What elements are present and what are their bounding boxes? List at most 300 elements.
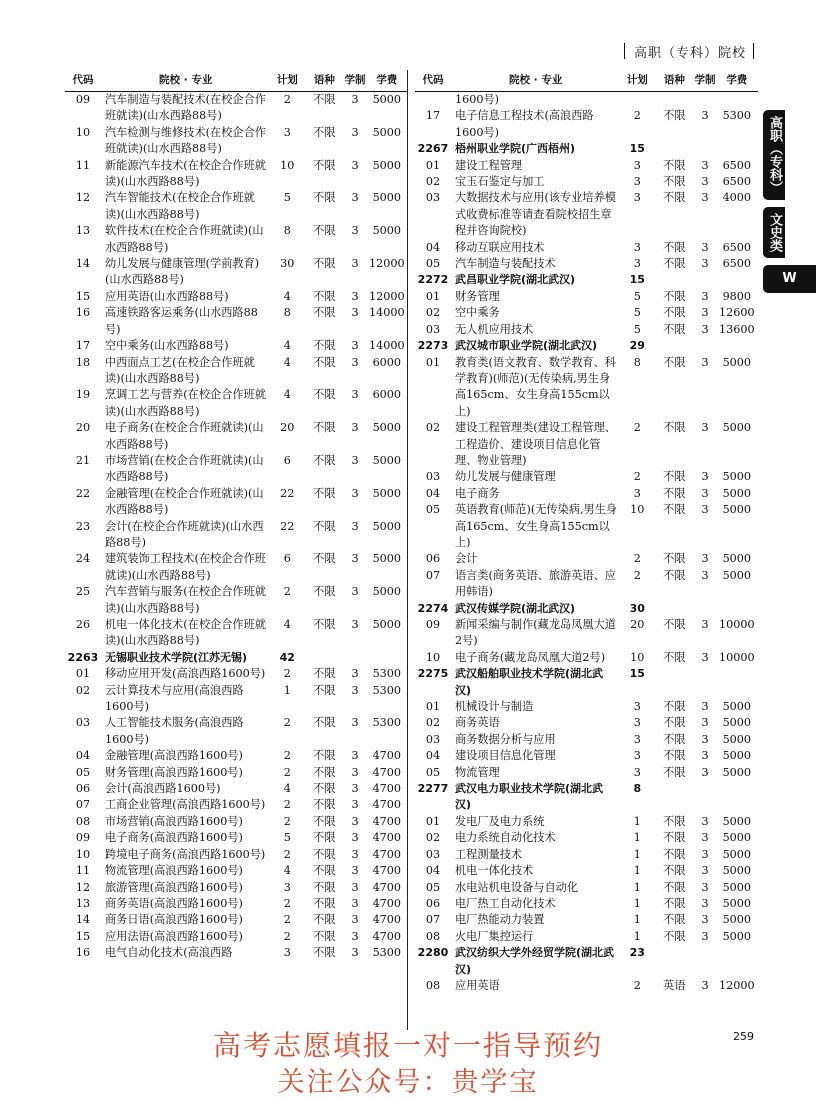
row-lang: 不限 bbox=[313, 388, 336, 402]
row-lang: 不限 bbox=[313, 191, 336, 205]
row-code: 01 bbox=[75, 667, 91, 681]
column-divider bbox=[407, 70, 408, 1030]
row-years: 3 bbox=[701, 289, 709, 303]
row-plan: 22 bbox=[280, 486, 295, 500]
row-fee bbox=[716, 338, 758, 354]
row-lang: 不限 bbox=[313, 847, 336, 861]
col-header-years: 学制 bbox=[694, 70, 715, 92]
row-fee: 5300 bbox=[372, 683, 402, 697]
row-plan: 3 bbox=[633, 716, 641, 730]
row-years bbox=[694, 945, 715, 978]
row-code: 12 bbox=[75, 191, 91, 205]
row-lang: 不限 bbox=[313, 355, 336, 369]
row-name: 工商企业管理(高浪西路1600号) bbox=[104, 798, 266, 812]
row-plan: 2 bbox=[283, 749, 291, 763]
row-lang: 不限 bbox=[313, 125, 336, 139]
row-plan: 2 bbox=[283, 929, 291, 943]
row-years: 3 bbox=[701, 355, 709, 369]
row-plan: 20 bbox=[280, 421, 295, 435]
row-years: 3 bbox=[351, 93, 359, 106]
row-plan: 3 bbox=[283, 946, 291, 960]
row-fee: 4700 bbox=[372, 864, 402, 878]
program-row bbox=[415, 896, 758, 912]
row-fee: 6500 bbox=[722, 175, 752, 189]
row-lang: 不限 bbox=[313, 716, 336, 730]
side-tab-level: 高职（专科） bbox=[763, 110, 785, 200]
row-code: 08 bbox=[75, 814, 91, 828]
row-name: 水电站机电设备与自动化 bbox=[454, 880, 579, 894]
row-lang: 不限 bbox=[313, 289, 336, 303]
row-fee: 5000 bbox=[722, 716, 752, 730]
row-name: 幼儿发展与健康管理 bbox=[454, 470, 556, 484]
row-lang: 不限 bbox=[663, 240, 686, 254]
row-years: 3 bbox=[701, 880, 709, 894]
row-years: 3 bbox=[351, 486, 359, 500]
row-plan: 5 bbox=[633, 289, 641, 303]
row-name: 应用英语 bbox=[454, 978, 500, 992]
row-code: 07 bbox=[75, 798, 91, 812]
row-lang bbox=[654, 272, 694, 288]
row-lang: 不限 bbox=[313, 913, 336, 927]
row-years: 3 bbox=[351, 618, 359, 631]
row-fee bbox=[716, 141, 758, 157]
row-name: 市场营销(高浪西路1600号) bbox=[104, 814, 243, 828]
program-row bbox=[65, 190, 408, 223]
row-code: 05 bbox=[425, 503, 441, 517]
row-code: 26 bbox=[75, 618, 91, 631]
row-lang: 不限 bbox=[663, 552, 686, 566]
row-code: 18 bbox=[75, 355, 91, 369]
school-row bbox=[415, 601, 758, 617]
row-lang: 不限 bbox=[313, 929, 336, 943]
row-years: 3 bbox=[351, 667, 359, 681]
program-row bbox=[415, 863, 758, 879]
row-fee: 4700 bbox=[372, 929, 402, 943]
row-plan: 15 bbox=[629, 273, 645, 287]
row-fee: 5000 bbox=[372, 224, 402, 238]
row-fee: 4700 bbox=[372, 896, 402, 910]
row-lang: 不限 bbox=[313, 224, 336, 238]
row-plan: 1 bbox=[633, 831, 641, 845]
row-fee: 10000 bbox=[719, 618, 755, 631]
row-years: 3 bbox=[351, 519, 359, 533]
row-code: 23 bbox=[75, 519, 91, 533]
row-lang: 不限 bbox=[663, 470, 686, 484]
row-years: 3 bbox=[701, 749, 709, 763]
row-years: 3 bbox=[701, 421, 709, 435]
program-row bbox=[65, 912, 408, 928]
row-lang: 不限 bbox=[663, 355, 686, 369]
row-plan: 3 bbox=[633, 700, 641, 714]
row-fee: 5000 bbox=[722, 880, 752, 894]
row-plan: 2 bbox=[633, 568, 641, 582]
program-row bbox=[65, 92, 408, 125]
table-body-left bbox=[65, 92, 408, 962]
row-plan: 1 bbox=[633, 929, 641, 943]
row-plan: 3 bbox=[633, 749, 641, 763]
program-row bbox=[415, 420, 758, 469]
program-row bbox=[65, 338, 408, 354]
row-code: 01 bbox=[425, 700, 441, 714]
row-code: 13 bbox=[75, 896, 91, 910]
row-name: 会计 bbox=[454, 552, 478, 566]
row-code: 2275 bbox=[417, 667, 449, 681]
row-name: 旅游管理(高浪西路1600号) bbox=[104, 880, 243, 894]
row-fee bbox=[716, 272, 758, 288]
row-fee: 5000 bbox=[372, 453, 402, 467]
row-lang: 不限 bbox=[663, 486, 686, 500]
program-row bbox=[415, 551, 758, 567]
row-fee: 4700 bbox=[372, 765, 402, 779]
program-row bbox=[415, 568, 758, 601]
row-lang: 不限 bbox=[663, 421, 686, 435]
side-tabs bbox=[763, 110, 816, 300]
row-fee: 4700 bbox=[372, 798, 402, 812]
row-code: 06 bbox=[75, 782, 91, 796]
row-lang: 不限 bbox=[663, 847, 686, 861]
row-code: 22 bbox=[75, 486, 91, 500]
program-row bbox=[415, 190, 758, 239]
row-fee: 5000 bbox=[722, 929, 752, 943]
row-plan: 2 bbox=[283, 716, 291, 730]
row-name: 武昌职业学院(湖北武汉) bbox=[454, 273, 576, 287]
row-fee: 5300 bbox=[372, 946, 402, 960]
row-plan: 10 bbox=[630, 503, 645, 517]
row-years: 3 bbox=[701, 109, 709, 123]
row-plan: 30 bbox=[629, 601, 645, 615]
program-row bbox=[65, 305, 408, 338]
row-plan: 3 bbox=[283, 125, 291, 139]
row-fee: 4700 bbox=[372, 749, 402, 763]
row-plan: 1 bbox=[283, 683, 291, 697]
row-years: 3 bbox=[351, 782, 359, 796]
program-row bbox=[65, 896, 408, 912]
row-name: 汽车智能技术(在校企合作班就读)(山水西路88号) bbox=[104, 191, 255, 221]
row-lang bbox=[654, 945, 694, 978]
row-years: 3 bbox=[351, 257, 359, 271]
row-years: 3 bbox=[351, 453, 359, 467]
school-row bbox=[415, 781, 758, 814]
row-plan: 2 bbox=[283, 814, 291, 828]
row-name: 财务管理 bbox=[454, 289, 500, 303]
row-years: 3 bbox=[701, 240, 709, 254]
program-table-right bbox=[415, 70, 758, 994]
program-row bbox=[415, 174, 758, 190]
program-row bbox=[65, 420, 408, 453]
row-fee: 6000 bbox=[372, 388, 402, 402]
row-name: 电厂热能动力装置 bbox=[454, 913, 545, 927]
col-header-lang: 语种 bbox=[304, 70, 344, 92]
row-code: 11 bbox=[75, 864, 91, 878]
row-plan: 10 bbox=[280, 158, 295, 172]
row-years: 3 bbox=[351, 125, 359, 139]
row-code: 08 bbox=[425, 929, 441, 943]
program-row bbox=[65, 715, 408, 748]
program-row bbox=[415, 469, 758, 485]
row-name: 会计(在校企合作班就读)(山水西路88号) bbox=[104, 519, 264, 549]
row-fee: 5000 bbox=[722, 486, 752, 500]
row-lang: 不限 bbox=[663, 831, 686, 845]
program-row bbox=[65, 945, 408, 961]
row-plan: 8 bbox=[283, 306, 291, 320]
row-plan: 29 bbox=[629, 339, 645, 353]
row-plan: 6 bbox=[283, 552, 291, 566]
row-fee: 5300 bbox=[722, 109, 752, 123]
row-years: 3 bbox=[701, 470, 709, 484]
row-plan: 2 bbox=[633, 109, 641, 123]
row-code: 06 bbox=[425, 552, 441, 566]
row-lang bbox=[304, 650, 344, 666]
row-plan: 2 bbox=[283, 667, 291, 681]
row-fee: 6500 bbox=[722, 240, 752, 254]
row-lang: 不限 bbox=[663, 896, 686, 910]
program-row bbox=[415, 322, 758, 338]
program-row bbox=[415, 240, 758, 256]
row-name: 会计(高浪西路1600号) bbox=[104, 782, 221, 796]
row-name: 武汉电力职业技术学院(湖北武汉) bbox=[454, 782, 604, 812]
program-row bbox=[65, 387, 408, 420]
row-lang: 不限 bbox=[663, 765, 686, 779]
row-years: 3 bbox=[701, 552, 709, 566]
row-years: 3 bbox=[351, 798, 359, 812]
row-lang: 不限 bbox=[313, 765, 336, 779]
row-lang: 不限 bbox=[663, 306, 686, 320]
row-code: 01 bbox=[425, 158, 441, 172]
row-code: 10 bbox=[75, 125, 91, 139]
row-years: 3 bbox=[701, 913, 709, 927]
row-name: 市场营销(在校企合作班就读)(山水西路88号) bbox=[104, 453, 264, 484]
row-fee: 4700 bbox=[372, 814, 402, 828]
program-row bbox=[65, 125, 408, 158]
row-lang: 不限 bbox=[313, 453, 336, 467]
program-row bbox=[65, 666, 408, 682]
row-lang bbox=[654, 141, 694, 157]
row-code: 04 bbox=[425, 864, 441, 878]
program-row bbox=[415, 617, 758, 650]
program-row bbox=[65, 847, 408, 863]
row-years: 3 bbox=[351, 880, 359, 894]
row-name: 无锡职业技术学院(江苏无锡) bbox=[104, 650, 248, 664]
row-name: 电气自动化技术(高浪西路 bbox=[104, 946, 233, 960]
program-row bbox=[65, 256, 408, 289]
row-code: 09 bbox=[75, 93, 91, 106]
row-fee: 5000 bbox=[722, 831, 752, 845]
row-lang: 不限 bbox=[313, 585, 336, 599]
row-lang: 不限 bbox=[663, 191, 686, 205]
row-plan: 8 bbox=[633, 355, 641, 369]
row-fee: 5000 bbox=[372, 125, 402, 139]
row-plan: 8 bbox=[633, 782, 642, 796]
row-code: 05 bbox=[425, 765, 441, 779]
row-code: 17 bbox=[425, 109, 441, 123]
row-years: 3 bbox=[701, 896, 709, 910]
col-header-code: 代码 bbox=[415, 70, 451, 92]
row-lang: 不限 bbox=[313, 93, 336, 106]
row-name: 财务管理(高浪西路1600号) bbox=[104, 765, 243, 779]
row-code: 03 bbox=[425, 191, 441, 205]
row-fee: 13600 bbox=[719, 322, 755, 336]
row-name: 空中乘务 bbox=[454, 306, 500, 320]
row-fee: 10000 bbox=[719, 650, 755, 664]
row-code: 14 bbox=[75, 913, 91, 927]
row-fee: 5000 bbox=[372, 421, 402, 435]
row-fee: 6500 bbox=[722, 257, 752, 271]
row-name: 电子商务(在校企合作班就读)(山水西路88号) bbox=[104, 421, 264, 451]
row-fee: 4700 bbox=[372, 782, 402, 796]
row-name: 烹调工艺与营养(在校企合作班就读)(山水西路88号) bbox=[104, 388, 266, 418]
row-plan: 22 bbox=[280, 519, 295, 533]
program-row bbox=[65, 880, 408, 896]
row-name: 新能源汽车技术(在校企合作班就读)(山水西路88号) bbox=[104, 158, 266, 189]
row-years bbox=[694, 141, 715, 157]
program-row bbox=[415, 699, 758, 715]
row-years: 3 bbox=[351, 158, 359, 172]
row-plan: 4 bbox=[283, 388, 291, 402]
row-plan: 30 bbox=[280, 257, 295, 271]
row-code: 03 bbox=[425, 322, 441, 336]
row-years: 3 bbox=[701, 716, 709, 730]
row-name: 机械设计与制造 bbox=[454, 700, 534, 714]
row-code: 24 bbox=[75, 552, 91, 566]
row-years: 3 bbox=[351, 339, 359, 353]
row-fee: 5000 bbox=[722, 732, 752, 746]
row-lang: 不限 bbox=[663, 864, 686, 878]
row-name: 梧州职业学院(广西梧州) bbox=[454, 142, 576, 156]
row-years: 3 bbox=[701, 175, 709, 189]
row-fee bbox=[716, 92, 758, 109]
row-plan: 2 bbox=[283, 585, 291, 599]
row-code: 25 bbox=[75, 585, 91, 599]
program-row bbox=[65, 748, 408, 764]
program-row bbox=[415, 748, 758, 764]
row-lang: 不限 bbox=[313, 667, 336, 681]
row-years: 3 bbox=[351, 896, 359, 910]
row-plan: 1 bbox=[633, 847, 641, 861]
row-fee: 5000 bbox=[372, 486, 402, 500]
program-row bbox=[415, 912, 758, 928]
row-code: 02 bbox=[75, 683, 91, 697]
row-years bbox=[694, 781, 715, 814]
row-plan bbox=[620, 92, 654, 109]
row-plan: 2 bbox=[283, 798, 291, 812]
row-name: 武汉传媒学院(湖北武汉) bbox=[454, 601, 576, 615]
row-years: 3 bbox=[351, 388, 359, 402]
program-row bbox=[415, 847, 758, 863]
row-lang bbox=[654, 92, 694, 109]
row-lang: 不限 bbox=[663, 289, 686, 303]
row-lang: 不限 bbox=[313, 683, 336, 697]
row-years: 3 bbox=[701, 257, 709, 271]
row-name: 1600号) bbox=[454, 93, 500, 106]
row-code: 2274 bbox=[417, 601, 449, 615]
row-plan: 2 bbox=[633, 421, 641, 435]
row-code: 02 bbox=[425, 306, 441, 320]
row-fee: 5000 bbox=[722, 847, 752, 861]
row-fee: 5000 bbox=[722, 896, 752, 910]
program-row bbox=[65, 223, 408, 256]
row-years: 3 bbox=[701, 732, 709, 746]
row-years: 3 bbox=[701, 158, 709, 172]
row-code: 04 bbox=[425, 749, 441, 763]
row-years: 3 bbox=[701, 568, 709, 582]
row-lang: 不限 bbox=[663, 716, 686, 730]
row-code: 2273 bbox=[417, 339, 449, 353]
row-lang: 不限 bbox=[313, 831, 336, 845]
program-row bbox=[65, 929, 408, 945]
row-plan: 6 bbox=[283, 453, 291, 467]
row-years: 3 bbox=[351, 421, 359, 435]
row-fee bbox=[366, 650, 408, 666]
row-name: 电厂热工自动化技术 bbox=[454, 896, 556, 910]
row-code: 03 bbox=[425, 847, 441, 861]
row-years bbox=[694, 272, 715, 288]
row-fee bbox=[716, 601, 758, 617]
row-name: 建设工程管理 bbox=[454, 158, 523, 172]
row-lang: 不限 bbox=[313, 946, 336, 960]
row-years: 3 bbox=[701, 322, 709, 336]
row-code: 05 bbox=[425, 257, 441, 271]
program-row bbox=[415, 814, 758, 830]
row-code: 02 bbox=[425, 831, 441, 845]
row-years: 3 bbox=[351, 585, 359, 599]
row-lang: 不限 bbox=[663, 568, 686, 582]
row-code bbox=[415, 92, 451, 109]
row-plan: 4 bbox=[283, 782, 291, 796]
row-lang: 不限 bbox=[313, 306, 336, 320]
row-name: 发电厂及电力系统 bbox=[454, 814, 545, 828]
row-years: 3 bbox=[351, 765, 359, 779]
row-plan: 4 bbox=[283, 289, 291, 303]
row-name: 商务数据分析与应用 bbox=[454, 732, 556, 746]
row-years bbox=[694, 92, 715, 109]
program-row bbox=[415, 830, 758, 846]
row-fee bbox=[716, 945, 758, 978]
row-fee: 5000 bbox=[722, 470, 752, 484]
row-lang: 不限 bbox=[313, 880, 336, 894]
program-row bbox=[65, 158, 408, 191]
col-header-name: 院校 · 专业 bbox=[101, 70, 270, 92]
row-fee: 4700 bbox=[372, 847, 402, 861]
row-code: 09 bbox=[75, 831, 91, 845]
row-lang: 不限 bbox=[663, 257, 686, 271]
school-row bbox=[415, 141, 758, 157]
row-name: 软件技术(在校企合作班就读)(山水西路88号) bbox=[104, 224, 264, 254]
row-fee bbox=[716, 781, 758, 814]
row-fee: 5000 bbox=[722, 749, 752, 763]
row-name: 教育类(语文教育、数学教育、科学教育)(师范)(无传染病,男生身高165cm、女生身高155cm以上) bbox=[454, 355, 616, 418]
row-years: 3 bbox=[351, 224, 359, 238]
row-lang: 英语 bbox=[663, 978, 686, 992]
row-plan: 20 bbox=[630, 618, 645, 631]
row-plan: 3 bbox=[633, 175, 641, 189]
row-plan: 42 bbox=[279, 650, 295, 664]
row-code: 03 bbox=[425, 732, 441, 746]
row-years: 3 bbox=[351, 716, 359, 730]
row-name: 武汉纺织大学外经贸学院(湖北武汉) bbox=[454, 946, 615, 976]
col-header-plan: 计划 bbox=[270, 70, 304, 92]
row-years: 3 bbox=[351, 913, 359, 927]
row-plan: 3 bbox=[633, 486, 641, 500]
row-years: 3 bbox=[701, 191, 709, 205]
row-years: 3 bbox=[351, 814, 359, 828]
row-code: 15 bbox=[75, 289, 91, 303]
row-name: 电子商务 bbox=[454, 486, 500, 500]
row-plan: 2 bbox=[283, 93, 291, 106]
row-fee: 5300 bbox=[372, 716, 402, 730]
page-number: 259 bbox=[733, 1030, 754, 1043]
running-header: 高职（专科）院校 bbox=[634, 42, 746, 61]
program-row bbox=[415, 355, 758, 421]
